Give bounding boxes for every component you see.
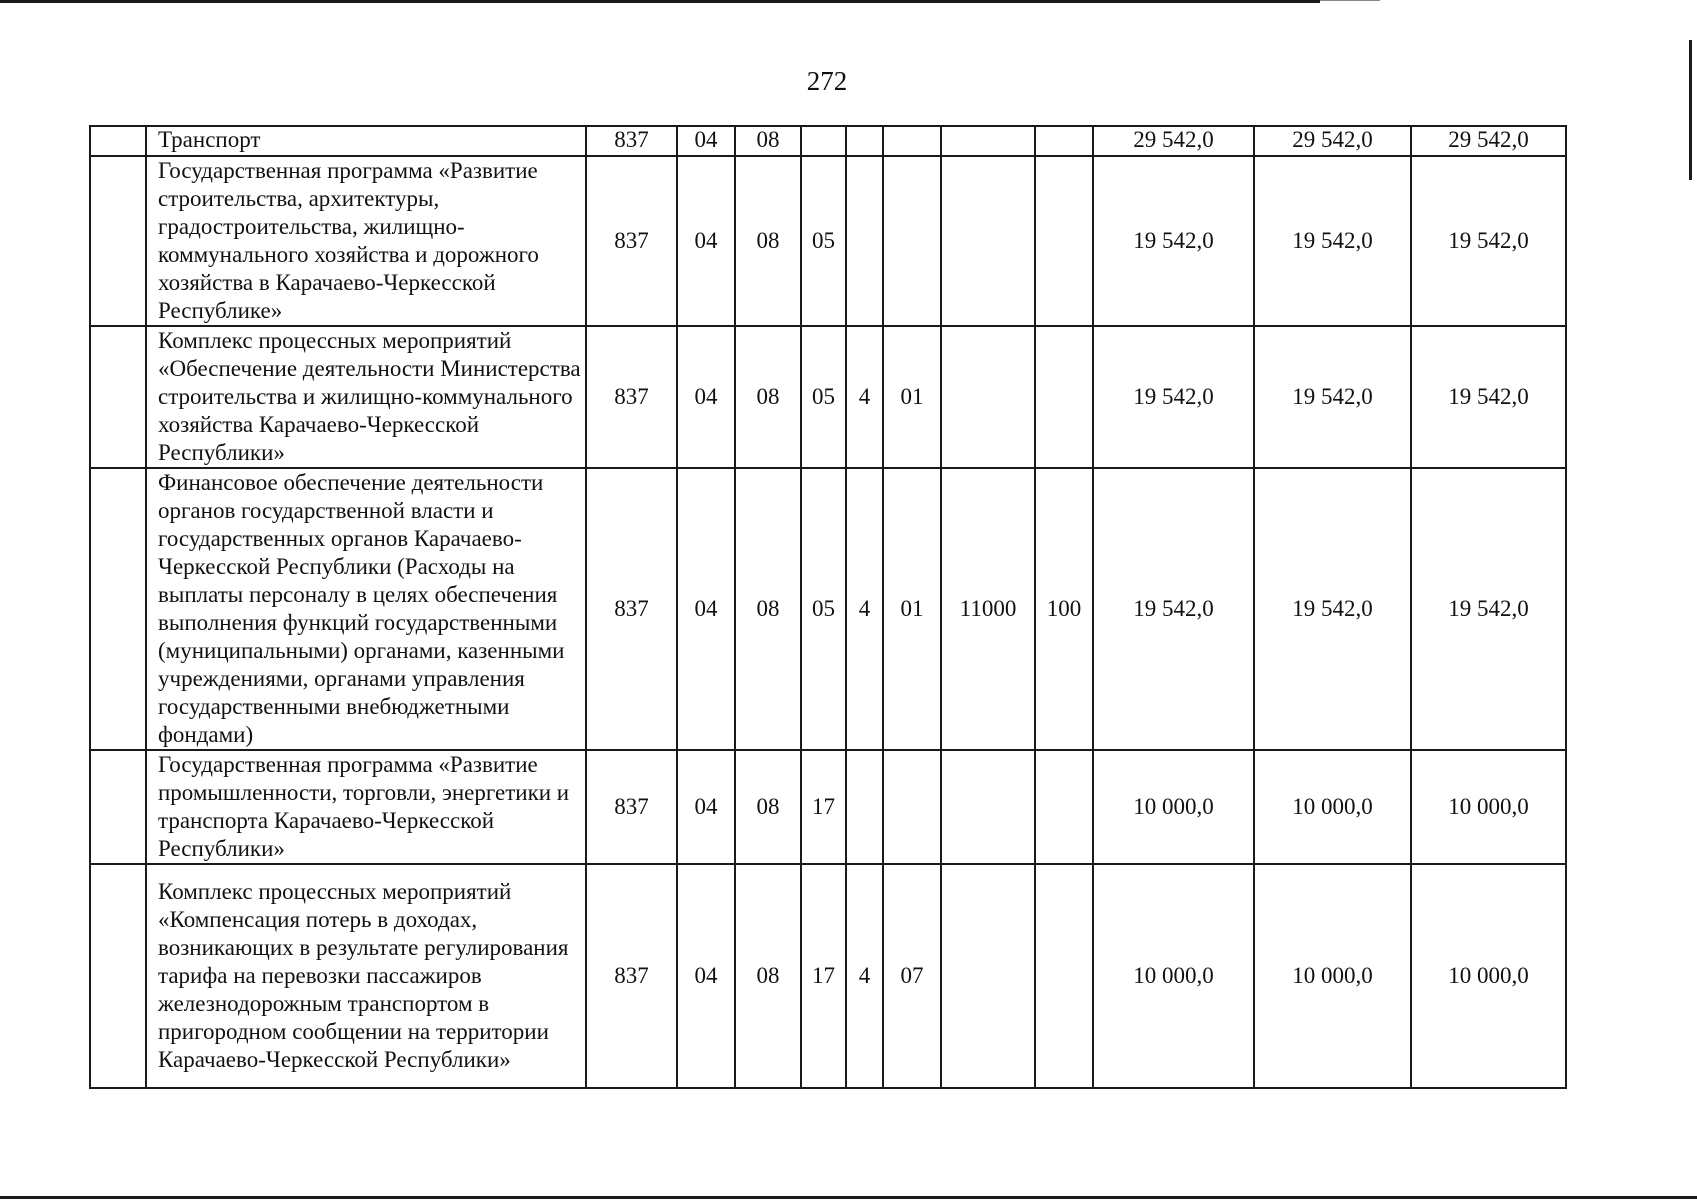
amount-cell-3: 10 000,0 — [1411, 864, 1566, 1088]
rz-cell: 04 — [677, 468, 735, 750]
amount-cell-3: 19 542,0 — [1411, 156, 1566, 326]
amount-cell-3: 19 542,0 — [1411, 326, 1566, 468]
program-cell: 05 — [801, 326, 846, 468]
table-row — [90, 468, 1566, 750]
pr-cell: 08 — [735, 156, 801, 326]
name-cell: Государственная программа «Развитие строительства, архитектуры, градостроительства, жилищно-коммунального хозяйства и дорожного хозяйства в Карачаево-Черкесской Республике» — [146, 156, 586, 326]
amount-cell-1: 29 542,0 — [1093, 126, 1254, 156]
direction-cell: 11000 — [941, 468, 1035, 750]
amount-cell-3: 19 542,0 — [1411, 468, 1566, 750]
direction-cell — [941, 864, 1035, 1088]
subprogram-cell — [846, 750, 883, 864]
pr-cell: 08 — [735, 468, 801, 750]
rz-cell: 04 — [677, 750, 735, 864]
budget-table — [89, 125, 1567, 1089]
table-row — [90, 750, 1566, 864]
subprogram-cell: 4 — [846, 864, 883, 1088]
ved-cell: 837 — [586, 326, 677, 468]
amount-cell-1: 10 000,0 — [1093, 864, 1254, 1088]
ved-cell: 837 — [586, 864, 677, 1088]
pr-cell: 08 — [735, 864, 801, 1088]
amount-cell-3: 29 542,0 — [1411, 126, 1566, 156]
program-cell: 17 — [801, 864, 846, 1088]
program-cell: 05 — [801, 468, 846, 750]
vr-cell — [1035, 156, 1093, 326]
table-row — [90, 156, 1566, 326]
page-number: 272 — [806, 66, 848, 96]
ved-cell: 837 — [586, 750, 677, 864]
direction-cell — [941, 126, 1035, 156]
vr-cell — [1035, 750, 1093, 864]
amount-cell-2: 29 542,0 — [1254, 126, 1411, 156]
rz-cell: 04 — [677, 326, 735, 468]
subprogram-cell: 4 — [846, 326, 883, 468]
event-cell — [883, 750, 941, 864]
amount-cell-2: 10 000,0 — [1254, 750, 1411, 864]
subprogram-cell — [846, 126, 883, 156]
row-marker-cell — [90, 156, 146, 326]
vr-cell — [1035, 126, 1093, 156]
direction-cell — [941, 326, 1035, 468]
amount-cell-2: 19 542,0 — [1254, 156, 1411, 326]
row-marker-cell — [90, 126, 146, 156]
amount-cell-2: 10 000,0 — [1254, 864, 1411, 1088]
row-marker-cell — [90, 864, 146, 1088]
program-cell: 17 — [801, 750, 846, 864]
row-marker-cell — [90, 750, 146, 864]
vr-cell: 100 — [1035, 468, 1093, 750]
ved-cell: 837 — [586, 156, 677, 326]
amount-cell-1: 19 542,0 — [1093, 326, 1254, 468]
amount-cell-3: 10 000,0 — [1411, 750, 1566, 864]
amount-cell-1: 10 000,0 — [1093, 750, 1254, 864]
name-cell: Государственная программа «Развитие промышленности, торговли, энергетики и транспорта Карачаево-Черкесской Республики» — [146, 750, 586, 864]
event-cell — [883, 156, 941, 326]
event-cell — [883, 126, 941, 156]
vr-cell — [1035, 326, 1093, 468]
amount-cell-2: 19 542,0 — [1254, 468, 1411, 750]
ved-cell: 837 — [586, 126, 677, 156]
rz-cell: 04 — [677, 864, 735, 1088]
direction-cell — [941, 750, 1035, 864]
right-edge-mark — [1689, 40, 1692, 180]
name-cell: Транспорт — [146, 126, 586, 156]
row-marker-cell — [90, 326, 146, 468]
name-cell: Комплекс процессных мероприятий «Компенсация потерь в доходах, возникающих в результате регулирования тарифа на перевозки пассажиров железнодорожным транспортом в пригородном сообщении на территории Карачаево-Черкесской Республики» — [146, 864, 586, 1088]
event-cell: 01 — [883, 326, 941, 468]
name-cell: Финансовое обеспечение деятельности органов государственной власти и государственных органов Карачаево-Черкесской Республики (Расходы на выплаты персоналу в целях обеспечения выполнения функций государственными (муниципальными) органами, казенными учреждениями, органами управления государственными внебюджетными фондами) — [146, 468, 586, 750]
subprogram-cell: 4 — [846, 468, 883, 750]
subprogram-cell — [846, 156, 883, 326]
row-marker-cell — [90, 468, 146, 750]
top-border-line — [0, 0, 1320, 3]
vr-cell — [1035, 864, 1093, 1088]
bottom-border-line — [0, 1196, 1697, 1199]
name-cell: Комплекс процессных мероприятий «Обеспечение деятельности Министерства строительства и жилищно-коммунального хозяйства Карачаево-Черкесской Республики» — [146, 326, 586, 468]
amount-cell-1: 19 542,0 — [1093, 156, 1254, 326]
direction-cell — [941, 156, 1035, 326]
event-cell: 01 — [883, 468, 941, 750]
pr-cell: 08 — [735, 126, 801, 156]
amount-cell-1: 19 542,0 — [1093, 468, 1254, 750]
pr-cell: 08 — [735, 750, 801, 864]
table-row — [90, 326, 1566, 468]
top-border-line-faint — [1320, 0, 1380, 1]
event-cell: 07 — [883, 864, 941, 1088]
rz-cell: 04 — [677, 156, 735, 326]
amount-cell-2: 19 542,0 — [1254, 326, 1411, 468]
program-cell: 05 — [801, 156, 846, 326]
ved-cell: 837 — [586, 468, 677, 750]
program-cell — [801, 126, 846, 156]
table-row — [90, 864, 1566, 1088]
pr-cell: 08 — [735, 326, 801, 468]
rz-cell: 04 — [677, 126, 735, 156]
table-row — [90, 126, 1566, 156]
